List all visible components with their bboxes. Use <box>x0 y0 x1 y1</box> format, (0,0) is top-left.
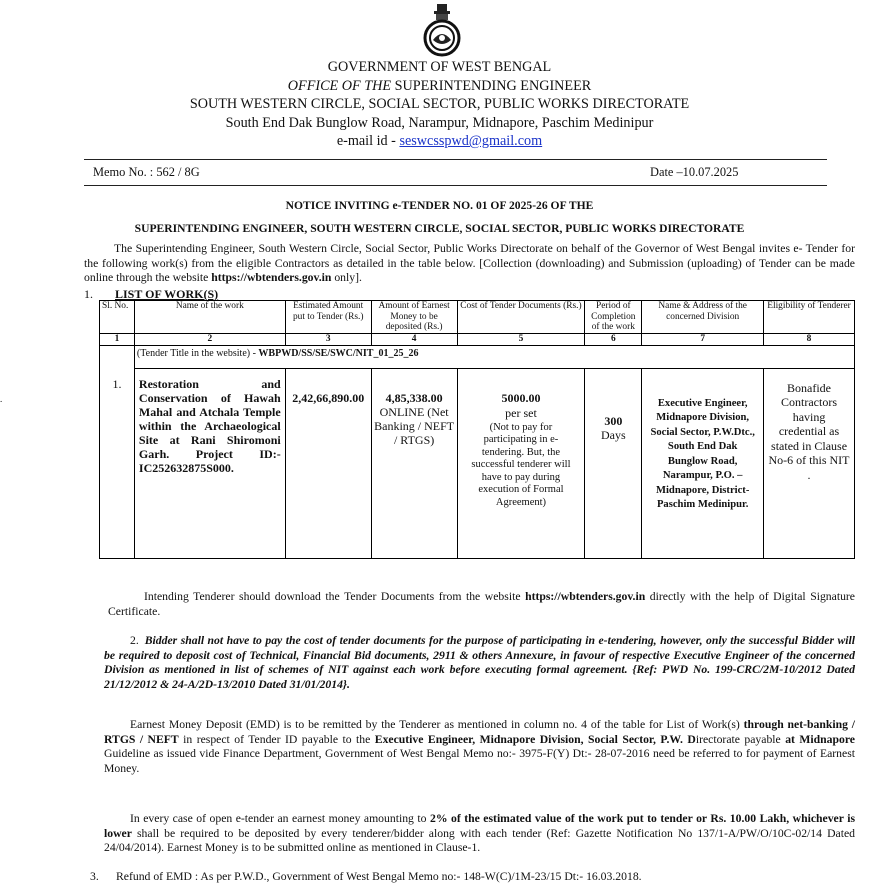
divider-bottom <box>84 185 827 186</box>
tender-title-row <box>100 345 855 368</box>
section-number: 1. <box>84 287 93 301</box>
header-circle: SOUTH WESTERN CIRCLE, SOCIAL SECTOR, PUBLIC WORKS DIRECTORATE <box>189 96 690 112</box>
clause-2-number: 2. <box>130 634 139 647</box>
tender-title-value: WBPWD/SS/SE/SWC/NIT_01_25_26 <box>258 347 419 359</box>
email-label: e-mail id - <box>336 133 400 149</box>
memo-number: Memo No. : 562 / 8G <box>93 165 200 179</box>
cost-unit: per set <box>505 406 537 420</box>
th-amount: Estimated Amount put to Tender (Rs.) <box>285 301 371 334</box>
intro-paragraph <box>84 242 855 286</box>
emd-text-d: Executive Engineer, Midnapore Division, Social Sector, P.W. D <box>374 732 696 746</box>
emd-text-a: Earnest Money Deposit (EMD) is to be remitted by the Tenderer as mentioned in column no. 4 of the table for List of Work(s) <box>130 718 744 731</box>
period-unit: Days <box>600 427 626 442</box>
tender-doc-cost <box>457 368 585 558</box>
th-sl: Sl. No. <box>100 301 135 334</box>
col-num-8: 8 <box>764 333 855 345</box>
download-text-a: Intending Tenderer should download the Tender Documents from the website <box>144 590 526 603</box>
header-office-rest: SUPERINTENDING ENGINEER <box>391 78 592 94</box>
col-num-1: 1 <box>100 333 135 345</box>
division-address: Executive Engineer, Midnapore Division, Social Sector, P.W.Dtc., South End Dak Bunglow Road, Narampur, P.O. – Midnapore, District-Paschim Medinipur. <box>642 368 764 558</box>
col-num-6: 6 <box>585 333 642 345</box>
clause-2-text: Bidder shall not have to pay the cost of tender documents for the purpose of participating in e-tendering, however, only the successful Bidder will be required to deposit cost of Technical, Financial Bid documents, 2911 & others Annexure, in favour of respective Executive Engineer of the concerned Division as mentioned in list of schemes of NIT against each work before executing formal agreement. {Ref: PWD No. 199-CRC/2M-10/2012 Dated 21/12/2012 & 24-A/2D-13/2010 Dated 31/01/2014}. <box>104 634 855 691</box>
section-heading: LIST OF WORK(S) <box>115 287 219 301</box>
col-num-3: 3 <box>285 333 371 345</box>
col-num-5: 5 <box>457 333 585 345</box>
government-emblem-icon <box>420 2 464 58</box>
divider-top <box>84 159 827 160</box>
emd-value: 4,85,338.00 <box>385 390 443 405</box>
completion-period <box>585 368 642 558</box>
margin-mark: . <box>0 394 3 404</box>
works-table <box>99 300 855 559</box>
intro-text-a: The Superintending Engineer, South Western Circle, Social Sector, Public Works Directorate on behalf of the Governor of West Bengal invites e- Tender for the following work(s) from the eligible Contractors as detailed in the table below. [Collection (downloading) and Submission (uploading) of Tender can be made online through the website <box>84 242 855 284</box>
clause-3-number: 3. <box>90 870 99 883</box>
eligibility: Bonafide Contractors having credential as stated in Clause No-6 of this NIT . <box>764 368 855 558</box>
notice-subtitle: SUPERINTENDING ENGINEER, SOUTH WESTERN CIRCLE, SOCIAL SECTOR, PUBLIC WORKS DIRECTORATE <box>134 222 745 235</box>
th-cost: Cost of Tender Documents (Rs.) <box>457 301 585 334</box>
work-name: Restoration and Conservation of Hawah Mahal and Atchala Temple within the Archaeological Site at Rani Shiromoni Garh. Project ID:- IC252632875S000. <box>134 368 285 558</box>
header-government: GOVERNMENT OF WEST BENGAL <box>327 59 552 75</box>
open-text-a: In every case of open e-tender an earnest money amounting to <box>130 812 430 825</box>
col-num-2: 2 <box>134 333 285 345</box>
tender-title <box>134 345 854 368</box>
clause-3-text: Refund of EMD : As per P.W.D., Government of West Bengal Memo no:- 148-W(C)/1M-23/15 Dt:- 16.03.2018. <box>116 870 642 883</box>
col-num-4: 4 <box>371 333 457 345</box>
download-paragraph <box>108 590 855 619</box>
emd-text-g: Guideline as issued vide Finance Department, Government of West Bengal Memo no:- 3975-F(Y) Dt:- 28-07-2016 need be referred to for payment of Earnest Money. <box>104 747 855 775</box>
th-work: Name of the work <box>134 301 285 334</box>
clause-3-paragraph <box>90 870 855 885</box>
notice-title: NOTICE INVITING e-TENDER NO. 01 OF 2025-26 OF THE <box>285 199 594 212</box>
open-text-c: shall be required to be deposited by every tenderer/bidder along with each tender (Ref: Gazette Notification No 137/1-A/PW/O/10C-02/14 Dated 24/04/2014). Earnest Money is to be submitted online as mentioned in Clause-1. <box>104 826 855 854</box>
estimated-amount: 2,42,66,890.00 <box>285 368 371 558</box>
download-website: https://wbtenders.gov.in <box>525 590 646 603</box>
cost-value: 5000.00 <box>501 390 541 405</box>
download-text-b: directly with the help of Digital Signature Certificate. <box>108 590 855 618</box>
period-value: 300 <box>604 413 623 428</box>
header-address: South End Dak Bunglow Road, Narampur, Midnapore, Paschim Medinipur <box>225 115 654 131</box>
header-office <box>0 77 879 95</box>
cost-note: (Not to pay for participating in e-tendering. But, the successful tenderer will have to pay during execution of Formal Agreement) <box>471 421 571 508</box>
th-emd: Amount of Earnest Money to be deposited (Rs.) <box>371 301 457 334</box>
clause-2-paragraph <box>104 634 855 692</box>
memo-date: Date –10.07.2025 <box>650 165 739 179</box>
emd-text-c: in respect of Tender ID payable to the <box>178 732 375 746</box>
header-email <box>0 132 879 150</box>
intro-website: https://wbtenders.gov.in <box>211 271 332 284</box>
open-text-b: 2% of the estimated value of the work put to tender or Rs. 10.00 Lakh, whichever is lower <box>104 812 855 840</box>
row-sl: 1. <box>100 345 135 558</box>
intro-text-b: only]. <box>331 271 362 284</box>
tender-title-prefix: (Tender Title in the website) - <box>136 347 259 359</box>
table-column-number-row <box>100 333 855 345</box>
email-link[interactable]: seswcsspwd@gmail.com <box>399 133 543 149</box>
header-office-italic: OFFICE OF THE <box>287 78 392 94</box>
emd-mode: ONLINE (Net Banking / NEFT / RTGS) <box>374 404 455 447</box>
emd-text-b: through net-banking / RTGS / NEFT <box>104 718 855 746</box>
earnest-money <box>371 368 457 558</box>
table-row <box>100 368 855 558</box>
emd-text-f: at Midnapore <box>785 732 855 746</box>
open-tender-paragraph <box>104 812 855 856</box>
emd-text-e: irectorate payable <box>695 732 786 746</box>
col-num-7: 7 <box>642 333 764 345</box>
th-division: Name & Address of the concerned Division <box>642 301 764 334</box>
table-header-row <box>100 301 855 334</box>
th-eligibility: Eligibility of Tenderer <box>764 301 855 334</box>
emd-paragraph <box>104 718 855 776</box>
th-period: Period of Completion of the work <box>585 301 642 334</box>
